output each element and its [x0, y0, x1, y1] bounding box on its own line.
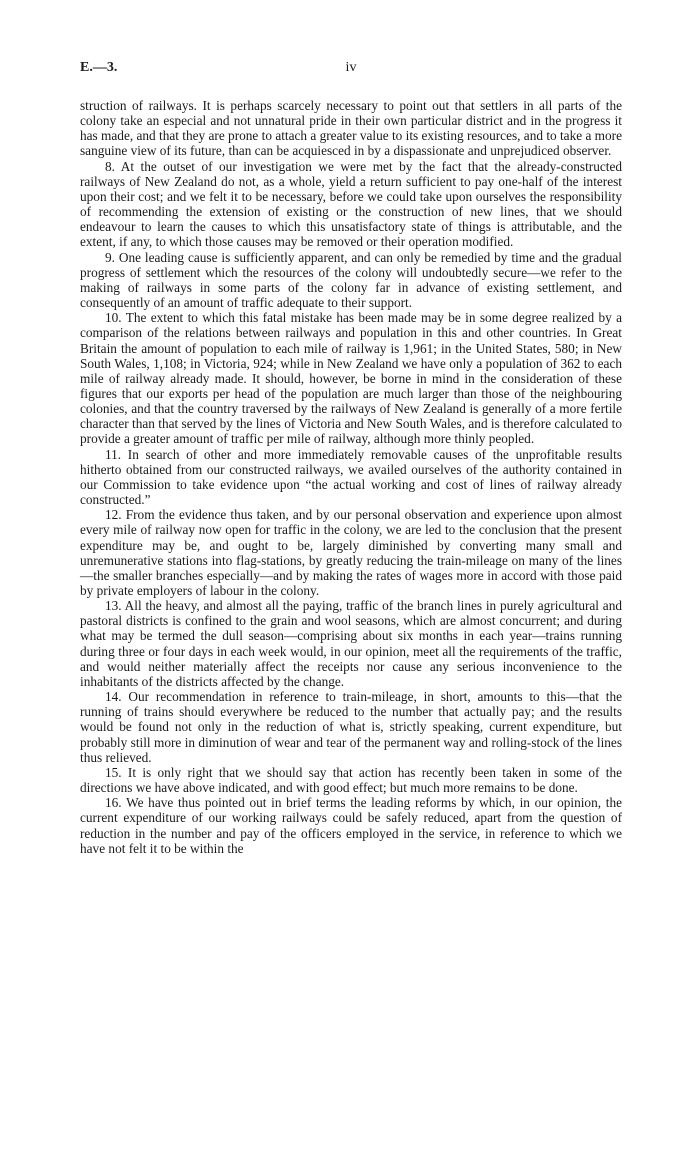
paragraph-14: 14. Our recommendation in reference to train-mileage, in short, amounts to this—that the running of trains should everywhere be reduced to the number that actually pay; and the results would be found not only in the reduction of what is, strictly speaking, current expenditure, but probably still more in diminution of wear and tear of the permanent way and rolling-stock of the lines thus relieved. [80, 689, 622, 765]
paragraph-15: 15. It is only right that we should say that action has recently been taken in some of the directions we have above indicated, and with good effect; but much more remains to be done. [80, 764, 622, 796]
page-header [80, 60, 622, 78]
paragraph-continued: struction of railways. It is perhaps scarcely necessary to point out that settlers in all parts of the colony take an especial and not unnatural pride in their own particular district and in the progress it has made, and that they are prone to attach a greater value to its existing resources, and to take a more sanguine view of its future, than can be acquiesced in by a dispassionate and unprejudiced observer. [80, 98, 623, 159]
document-reference: E.—3. [80, 60, 118, 75]
paragraph-11: 11. In search of other and more immediately removable causes of the unprofitable results hitherto obtained from our constructed railways, we availed ourselves of the authority contained in our Commission to take evidence upon “the actual working and cost of lines of railway already constructed.” [80, 446, 622, 508]
body-text [80, 98, 622, 856]
paragraph-13: 13. All the heavy, and almost all the paying, traffic of the branch lines in purely agricultural and pastoral districts is confined to the grain and wool seasons, which are almost concurrent; and during what may be termed the dull season—comprising about six months in each year—trains running during three or four days in each week would, in our opinion, meet all the requirements of the traffic, and would neither materially affect the receipts nor cause any serious inconvenience to the inhabitants of the districts affected by the change. [80, 598, 622, 689]
paragraph-8: 8. At the outset of our investigation we were met by the fact that the already-constructed railways of New Zealand do not, as a whole, yield a return sufficient to pay one-half of the interest upon their cost; and we felt it to be necessary, before we could take upon ourselves the responsibility of recommending the extension of existing or the construction of new lines, that we should endeavour to learn the causes to which this unsatisfactory state of things is attributable, and the extent, if any, to which those causes may be removed or their operation modified. [80, 158, 622, 250]
paragraph-16: 16. We have thus pointed out in brief terms the leading reforms by which, in our opinion, the current expenditure of our working railways could be safely reduced, apart from the question of reduction in the number and pay of the officers employed in the service, in reference to which we have not felt it to be within the [80, 795, 622, 856]
paragraph-12: 12. From the evidence thus taken, and by our personal observation and experience upon almost every mile of railway now open for traffic in the colony, we are led to the conclusion that the present expenditure may be, and ought to be, largely diminished by converting many small and unremunerative stations into flag-stations, by greatly reducing the train-mileage on many of the lines—the smaller branches especially—and by making the rates of wages more in accord with those paid by private employers of labour in the colony. [80, 507, 622, 598]
paragraph-10: 10. The extent to which this fatal mistake has been made may be in some degree realized by a comparison of the relations between railways and population in this and other countries. In Great Britain the amount of population to each mile of railway is 1,961; in the United States, 580; in New South Wales, 1,108; in Victoria, 924; while in New Zealand we have only a population of 362 to each mile of railway already made. It should, however, be borne in mind in the consideration of these figures that our exports per head of the population are much larger than those of the neighbouring colonies, and that the country traversed by the railways of New Zealand is generally of a more fertile character than that served by the lines of Victoria and New South Wales, and is therefore calculated to provide a greater amount of traffic per mile of railway, although more thinly peopled. [80, 310, 622, 447]
paragraph-9: 9. One leading cause is sufficiently apparent, and can only be remedied by time and the gradual progress of settlement which the resources of the colony will undoubtedly secure—we refer to the making of railways in some parts of the colony far in advance of existing settlement, and consequently of an amount of traffic adequate to their support. [80, 249, 622, 311]
page-number: iv [345, 60, 357, 75]
